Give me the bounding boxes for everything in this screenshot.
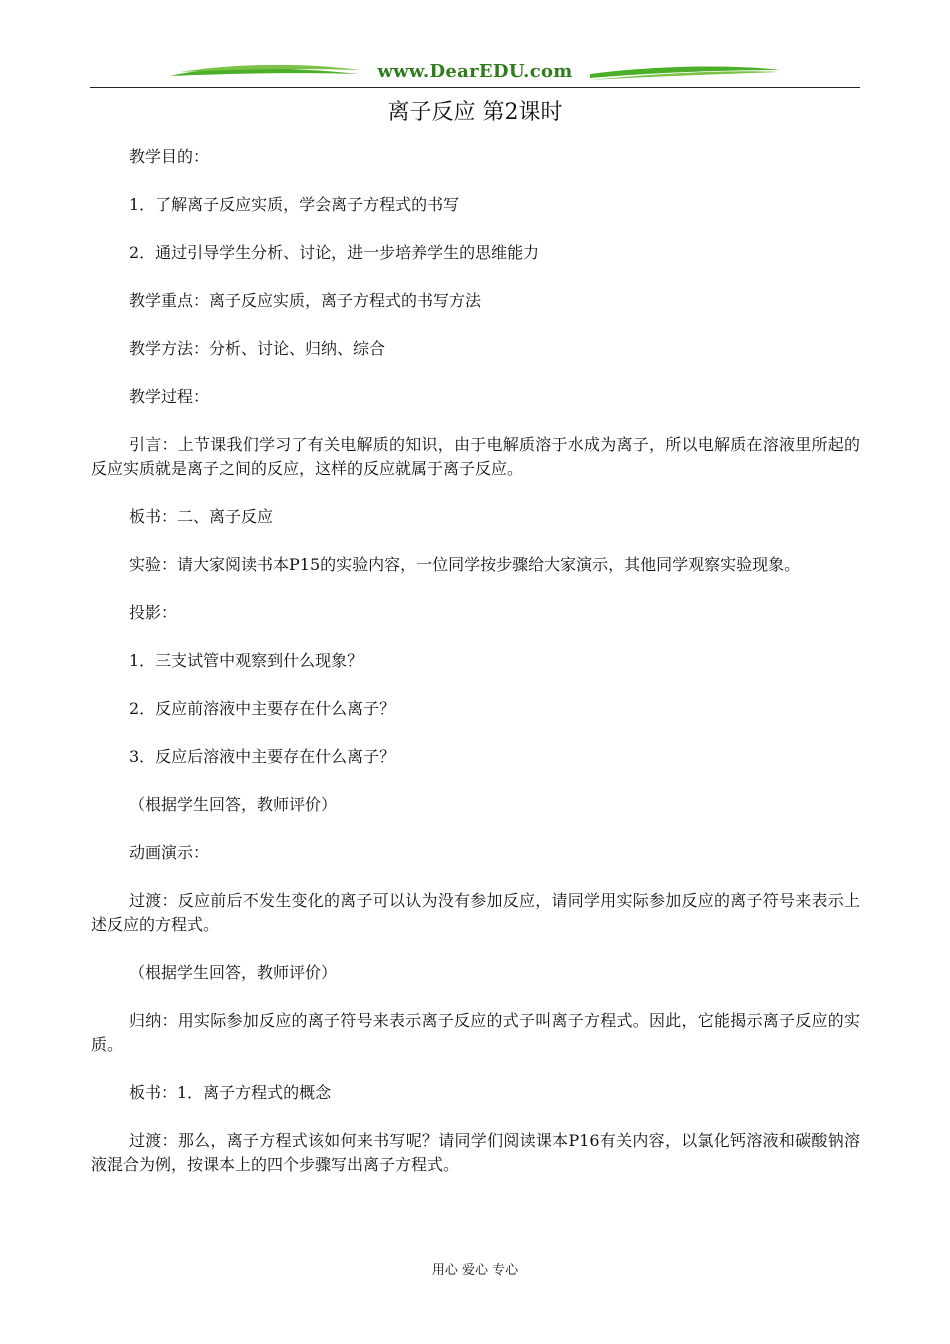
site-logo-text: www.DearEDU.com [377, 61, 573, 82]
paragraph: 引言：上节课我们学习了有关电解质的知识，由于电解质溶于水成为离子，所以电解质在溶液里所起的反应实质就是离子之间的反应，这样的反应就属于离子反应。 [91, 435, 860, 478]
paragraph: 板书：二、离子反应 [129, 507, 274, 526]
paragraph: 板书：1．离子方程式的概念 [129, 1083, 332, 1102]
paragraph: （根据学生回答，教师评价） [129, 795, 338, 814]
paragraph: 1．三支试管中观察到什么现象？ [129, 651, 364, 670]
paragraph: 2．通过引导学生分析、讨论，进一步培养学生的思维能力 [129, 243, 540, 262]
paragraph: （根据学生回答，教师评价） [129, 963, 338, 982]
paragraph: 过渡：反应前后不发生变化的离子可以认为没有参加反应，请同学用实际参加反应的离子符号来表示上述反应的方程式。 [91, 891, 860, 934]
paragraph: 教学重点：离子反应实质，离子方程式的书写方法 [129, 291, 482, 310]
paragraph: 教学方法：分析、讨论、归纳、综合 [129, 339, 386, 358]
left-swoosh [170, 68, 360, 76]
paragraph: 实验：请大家阅读书本P15的实验内容，一位同学按步骤给大家演示，其他同学观察实验现象。 [129, 555, 801, 574]
paragraph: 教学过程： [129, 387, 210, 406]
page-footer: 用心 爱心 专心 [431, 1263, 519, 1278]
paragraph: 3．反应后溶液中主要存在什么离子？ [129, 747, 396, 766]
document-title: 离子反应 第2课时 [387, 100, 563, 125]
paragraph: 投影： [129, 603, 178, 622]
paragraph: 1．了解离子反应实质，学会离子方程式的书写 [129, 195, 460, 214]
paragraph: 教学目的： [129, 147, 210, 166]
document-body [91, 145, 860, 1201]
page-header [90, 60, 860, 90]
paragraph: 过渡：那么，离子方程式该如何来书写呢？请同学们阅读课本P16有关内容，以氯化钙溶液和碳酸钠溶液混合为例，按课本上的四个步骤写出离子方程式。 [91, 1131, 860, 1174]
paragraph: 2．反应前溶液中主要存在什么离子？ [129, 699, 396, 718]
paragraph: 动画演示： [129, 843, 210, 862]
paragraph: 归纳：用实际参加反应的离子符号来表示离子反应的式子叫离子方程式。因此，它能揭示离子反应的实质。 [91, 1011, 860, 1054]
header-rule [90, 87, 860, 88]
